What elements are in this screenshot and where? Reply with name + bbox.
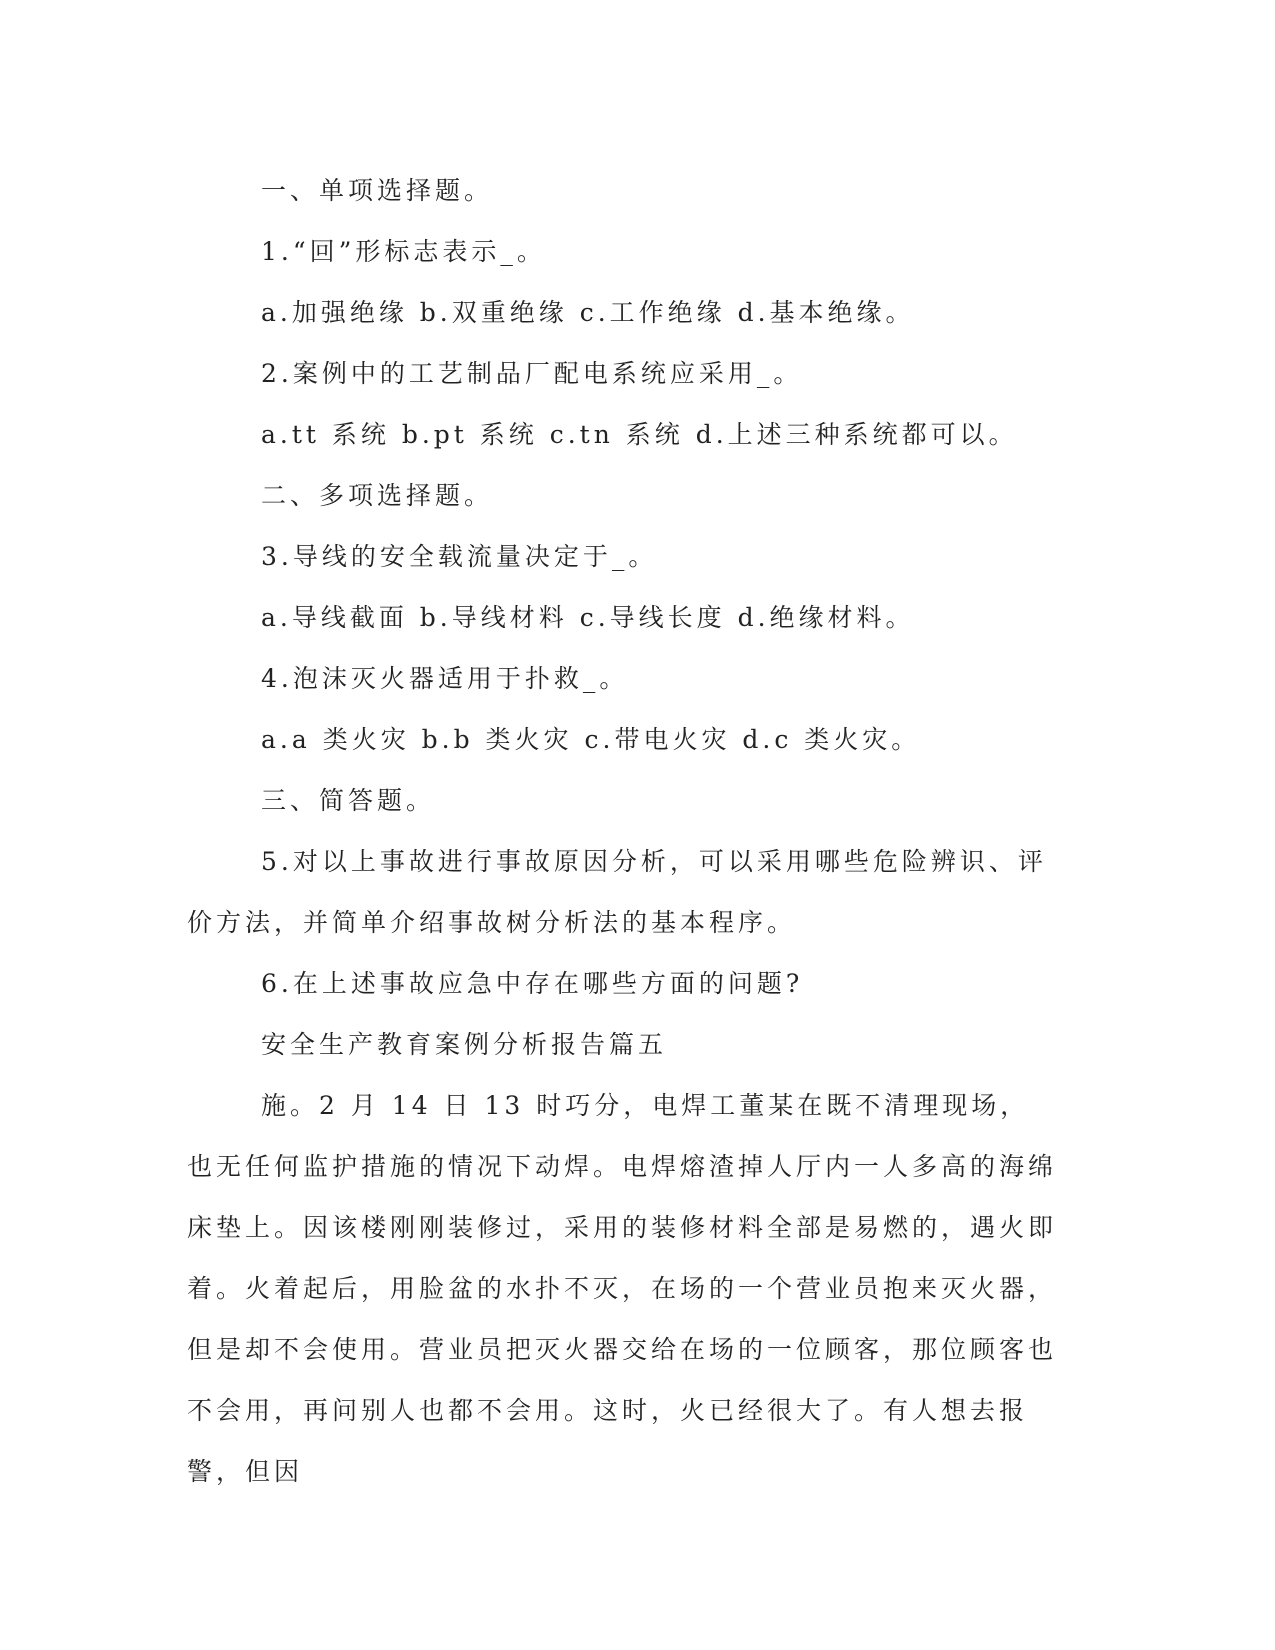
question-3-options: a.导线截面 b.导线材料 c.导线长度 d.绝缘材料。 bbox=[261, 603, 915, 632]
question-3: 3.导线的安全载流量决定于_。 bbox=[261, 542, 658, 571]
question-5: 5.对以上事故进行事故原因分析，可以采用哪些危险辨识、评价方法，并简单介绍事故树分析法的基本程序。 bbox=[187, 847, 1047, 937]
question-2: 2.案例中的工艺制品厂配电系统应采用_。 bbox=[261, 359, 803, 388]
question-1-options: a.加强绝缘 b.双重绝缘 c.工作绝缘 d.基本绝缘。 bbox=[261, 298, 915, 327]
question-2-options: a.tt 系统 b.pt 系统 c.tn 系统 d.上述三种系统都可以。 bbox=[261, 420, 1018, 449]
question-1: 1.“回”形标志表示_。 bbox=[261, 237, 546, 266]
question-6: 6.在上述事故应急中存在哪些方面的问题? bbox=[261, 969, 804, 998]
document-body bbox=[187, 160, 1057, 1502]
question-4-options: a.a 类火灾 b.b 类火灾 c.带电火灾 d.c 类火灾。 bbox=[261, 725, 921, 754]
report-section-title: 安全生产教育案例分析报告篇五 bbox=[261, 1030, 668, 1059]
section-heading-short-answer: 三、简答题。 bbox=[261, 786, 436, 815]
question-4: 4.泡沫灭火器适用于扑救_。 bbox=[261, 664, 629, 693]
section-heading-single-choice: 一、单项选择题。 bbox=[261, 176, 494, 205]
case-narrative-paragraph: 施。2 月 14 日 13 时巧分，电焊工董某在既不清理现场，也无任何监护措施的情况下动焊。电焊熔渣掉人厅内一人多高的海绵床垫上。因该楼刚刚装修过，采用的装修材料全部是易燃的，遇火即着。火着起后，用脸盆的水扑不灭，在场的一个营业员抱来灭火器，但是却不会使用。营业员把灭火器交给在场的一位顾客，那位顾客也不会用，再问别人也都不会用。这时，火已经很大了。有人想去报警，但因 bbox=[187, 1091, 1058, 1486]
section-heading-multiple-choice: 二、多项选择题。 bbox=[261, 481, 494, 510]
